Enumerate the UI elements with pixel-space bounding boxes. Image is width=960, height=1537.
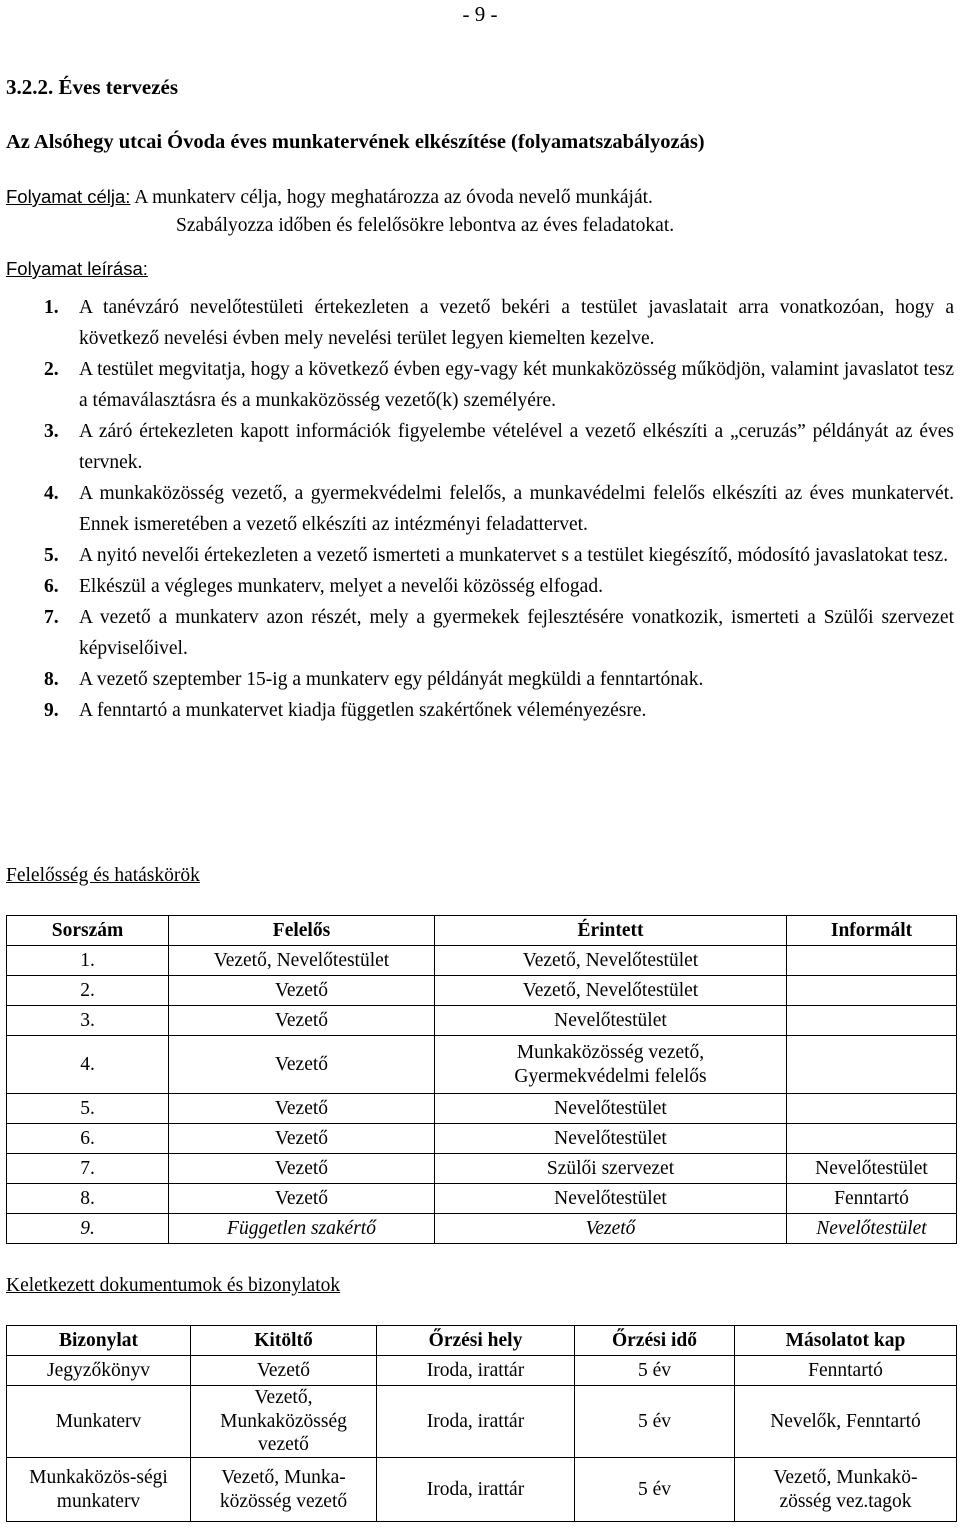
table-row (7, 976, 957, 1006)
step-text: A tanévzáró nevelőtestületi értekezleten a vezető bekéri a testület javaslatait arra vonatkozóan, hogy a következő nevelési évben mely nevelési terület legyen kiemelten kezelve. (79, 297, 954, 349)
step-text: A vezető a munkaterv azon részét, mely a gyermekek fejlesztésére vonatkozik, ismerteti a Szülői szervezet képviselőivel. (79, 607, 954, 659)
table-cell: 4. (7, 1036, 169, 1094)
table-cell (787, 1036, 957, 1094)
goal-text-2: Szabályozza időben és felelősökre lebontva az éves feladatokat. (176, 215, 675, 236)
table-cell: Vezető (169, 1006, 435, 1036)
table-cell: Munkaközösség vezető, Gyermekvédelmi felelős (435, 1036, 787, 1094)
description-label: Folyamat leírása: (6, 258, 148, 279)
table-cell: Nevelőtestület (787, 1154, 957, 1184)
table-cell: Vezető, Munkakö-zösség vez.tagok (735, 1458, 957, 1522)
table-cell: Vezető (169, 976, 435, 1006)
table-cell: Vezető (169, 1124, 435, 1154)
header-cell: Bizonylat (7, 1326, 191, 1356)
table-row (7, 1094, 957, 1124)
process-steps (44, 292, 954, 726)
step-number: 6. (44, 576, 59, 597)
table-cell: Vezető (169, 1154, 435, 1184)
header-cell: Informált (787, 916, 957, 946)
table-cell: 9. (7, 1214, 169, 1244)
table-cell: Vezető, Nevelőtestület (435, 946, 787, 976)
table-cell: 5 év (575, 1458, 735, 1522)
responsibility-table (6, 915, 957, 1244)
step-number: 2. (44, 359, 59, 380)
step-number: 4. (44, 483, 59, 504)
header-cell: Őrzési hely (377, 1326, 575, 1356)
table-row (7, 1006, 957, 1036)
step-item (44, 478, 954, 540)
table-row (7, 1036, 957, 1094)
table-cell: Vezető (169, 1036, 435, 1094)
table-cell: Vezető (169, 1094, 435, 1124)
documents-heading: Keletkezett dokumentumok és bizonylatok (6, 1275, 341, 1296)
goal-label: Folyamat célja: (6, 186, 131, 207)
responsibility-heading: Felelősség és hatáskörök (6, 865, 200, 886)
step-item (44, 416, 954, 478)
table-cell: Vezető, Nevelőtestület (169, 946, 435, 976)
step-item (44, 292, 954, 354)
table-cell: Iroda, irattár (377, 1356, 575, 1386)
table-cell: Munkaterv (7, 1386, 191, 1458)
table-cell: Vezető (191, 1356, 377, 1386)
table-cell: Munkaközös-ségi munkaterv (7, 1458, 191, 1522)
table-cell: 5. (7, 1094, 169, 1124)
table-cell: Vezető (435, 1214, 787, 1244)
step-item (44, 354, 954, 416)
table-cell: Fenntartó (735, 1356, 957, 1386)
table-cell: Nevelőtestület (787, 1214, 957, 1244)
table-cell: Vezető (169, 1184, 435, 1214)
step-number: 7. (44, 607, 59, 628)
table-cell: Nevelők, Fenntartó (735, 1386, 957, 1458)
step-text: A munkaközösség vezető, a gyermekvédelmi felelős, a munkavédelmi felelős elkészíti az éves munkatervét. Ennek ismeretében a vezető elkészíti az intézményi feladattervet. (79, 483, 954, 535)
table-cell: Szülői szervezet (435, 1154, 787, 1184)
step-text: A testület megvitatja, hogy a következő évben egy-vagy két munkaközösség működjön, valamint javaslatot tesz a témaválasztásra és a munkaközösség vezető(k) személyére. (79, 359, 954, 411)
table-cell: 3. (7, 1006, 169, 1036)
table-cell (787, 1124, 957, 1154)
step-text: A záró értekezleten kapott információk figyelembe vételével a vezető elkészíti a „ceruzás” példányát az éves tervnek. (79, 421, 954, 473)
table-cell (787, 976, 957, 1006)
step-item (44, 571, 954, 602)
step-text: Elkészül a végleges munkaterv, melyet a nevelői közösség elfogad. (79, 576, 603, 597)
header-cell: Kitöltő (191, 1326, 377, 1356)
page-number: - 9 - (462, 2, 498, 26)
header-cell: Felelős (169, 916, 435, 946)
step-item (44, 695, 954, 726)
table-cell: 2. (7, 976, 169, 1006)
header-cell: Sorszám (7, 916, 169, 946)
step-item (44, 602, 954, 664)
table-cell: Jegyzőkönyv (7, 1356, 191, 1386)
table-cell: Nevelőtestület (435, 1006, 787, 1036)
table-cell: Nevelőtestület (435, 1094, 787, 1124)
step-number: 1. (44, 297, 59, 318)
table-cell: Fenntartó (787, 1184, 957, 1214)
goal-line-1 (6, 186, 653, 209)
table-cell (787, 946, 957, 976)
table-cell: 5 év (575, 1356, 735, 1386)
table-cell (787, 1006, 957, 1036)
step-number: 9. (44, 700, 59, 721)
step-number: 3. (44, 421, 59, 442)
table-cell: Vezető, Munkaközösség vezető (191, 1386, 377, 1458)
table-row (7, 1356, 957, 1386)
table-cell: Vezető, Munka-közösség vezető (191, 1458, 377, 1522)
table-cell: Iroda, irattár (377, 1386, 575, 1458)
table-row (7, 946, 957, 976)
step-number: 8. (44, 669, 59, 690)
table-row (7, 1184, 957, 1214)
table-cell (787, 1094, 957, 1124)
header-cell: Érintett (435, 916, 787, 946)
table-cell: Iroda, irattár (377, 1458, 575, 1522)
table-cell: Nevelőtestület (435, 1184, 787, 1214)
header-cell: Őrzési idő (575, 1326, 735, 1356)
table-cell: Vezető, Nevelőtestület (435, 976, 787, 1006)
step-item (44, 540, 954, 571)
step-item (44, 664, 954, 695)
step-number: 5. (44, 545, 59, 566)
documents-table (6, 1325, 957, 1522)
table-cell: 7. (7, 1154, 169, 1184)
table-row (7, 1214, 957, 1244)
header-cell: Másolatot kap (735, 1326, 957, 1356)
table-cell: 1. (7, 946, 169, 976)
table-header-row (7, 1326, 957, 1356)
table-header-row (7, 916, 957, 946)
table-row (7, 1124, 957, 1154)
document-title: Az Alsóhegy utcai Óvoda éves munkatervének elkészítése (folyamatszabályozás) (6, 131, 705, 153)
table-cell: Nevelőtestület (435, 1124, 787, 1154)
step-text: A fenntartó a munkatervet kiadja független szakértőnek véleményezésre. (79, 700, 647, 721)
table-cell: Független szakértő (169, 1214, 435, 1244)
table-cell: 6. (7, 1124, 169, 1154)
table-row (7, 1386, 957, 1458)
table-cell: 8. (7, 1184, 169, 1214)
table-cell: 5 év (575, 1386, 735, 1458)
table-row (7, 1154, 957, 1184)
goal-text-1: A munkaterv célja, hogy meghatározza az óvoda nevelő munkáját. (130, 187, 653, 208)
step-text: A vezető szeptember 15-ig a munkaterv egy példányát megküldi a fenntartónak. (79, 669, 704, 690)
section-heading: 3.2.2. Éves tervezés (6, 75, 179, 99)
table-row (7, 1458, 957, 1522)
step-text: A nyitó nevelői értekezleten a vezető ismerteti a munkatervet s a testület kiegészítő, módosító javaslatokat tesz. (79, 545, 949, 566)
